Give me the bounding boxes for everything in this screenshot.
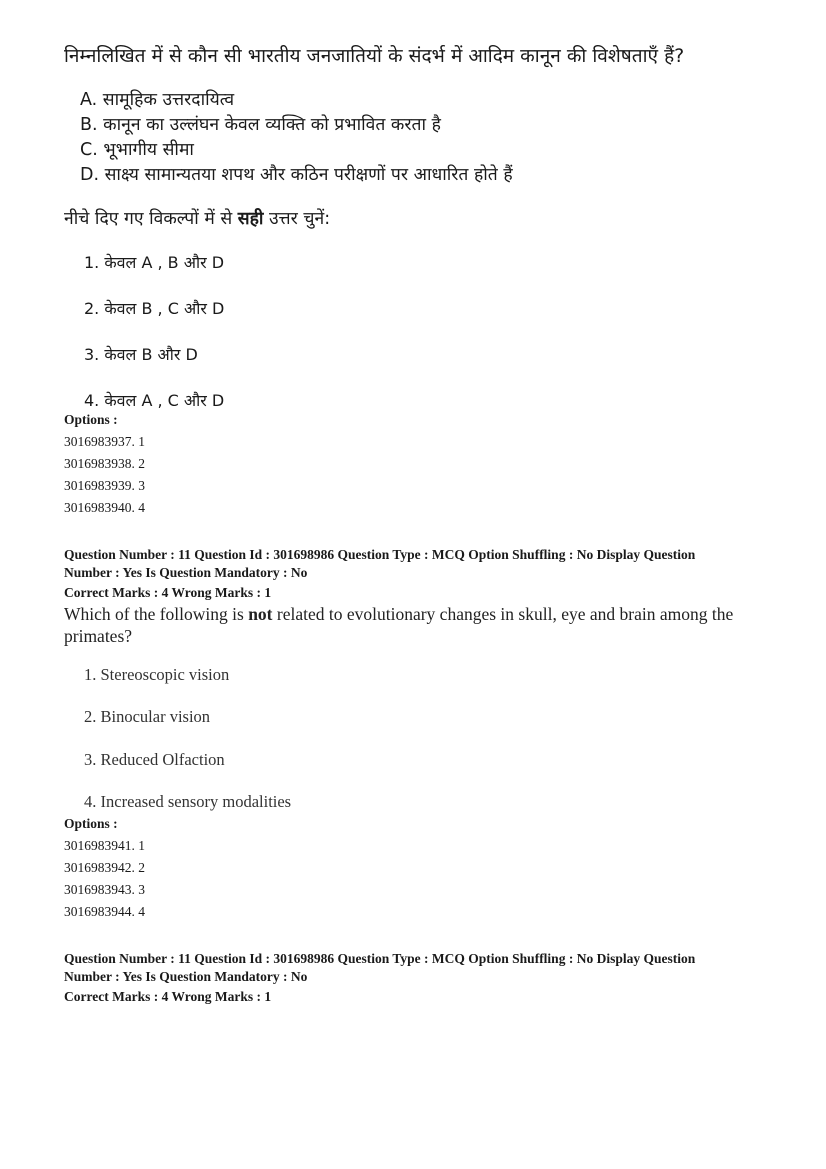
question-meta: Question Number : 11 Question Id : 301698986 Question Type : MCQ Option Shuffling : No Display Question [64, 547, 696, 562]
option-id-3: 3016983939. 3 [64, 478, 145, 493]
question-marks: Correct Marks : 4 Wrong Marks : 1 [64, 989, 272, 1004]
question-stem-english-cont: primates? [64, 626, 133, 646]
question-meta-cont: Number : Yes Is Question Mandatory : No [64, 565, 308, 580]
option-id-1: 3016983937. 1 [64, 434, 145, 449]
option-id-2: 3016983942. 2 [64, 860, 145, 875]
instruction: नीचे दिए गए विकल्पों में से सही उत्तर चुनें: [64, 209, 331, 229]
option-id-2: 3016983938. 2 [64, 456, 145, 471]
question-meta-cont: Number : Yes Is Question Mandatory : No [64, 969, 308, 984]
choice-3: 3. Reduced Olfaction [84, 750, 225, 769]
choice-4: 4. केवल A , C और D [84, 391, 225, 410]
choice-2: 2. केवल B , C और D [84, 299, 225, 318]
statement-a: A. सामूहिक उत्तरदायित्व [80, 90, 235, 110]
question-stem: निम्नलिखित में से कौन सी भारतीय जनजातियों के संदर्भ में आदिम कानून की विशेषताएँ हैं? [64, 45, 685, 67]
choice-2: 2. Binocular vision [84, 707, 211, 726]
option-id-3: 3016983943. 3 [64, 882, 145, 897]
option-id-4: 3016983940. 4 [64, 500, 145, 515]
statement-c: C. भूभागीय सीमा [80, 140, 194, 160]
option-id-1: 3016983941. 1 [64, 838, 145, 853]
options-label: Options : [64, 412, 118, 427]
option-id-4: 3016983944. 4 [64, 904, 145, 919]
choice-3: 3. केवल B और D [84, 345, 198, 364]
choice-4: 4. Increased sensory modalities [84, 792, 292, 811]
statement-b: B. कानून का उल्लंघन केवल व्यक्ति को प्रभावित करता है [80, 115, 441, 135]
statement-d: D. साक्ष्य सामान्यतया शपथ और कठिन परीक्षणों पर आधारित होते हैं [80, 165, 513, 185]
choice-1: 1. केवल A , B और D [84, 253, 225, 272]
options-label: Options : [64, 816, 118, 831]
choice-1: 1. Stereoscopic vision [84, 665, 230, 684]
question-meta: Question Number : 11 Question Id : 301698986 Question Type : MCQ Option Shuffling : No Display Question [64, 951, 696, 966]
question-stem-english: Which of the following is not related to evolutionary changes in skull, eye and brain among the [64, 604, 734, 624]
question-marks: Correct Marks : 4 Wrong Marks : 1 [64, 585, 272, 600]
